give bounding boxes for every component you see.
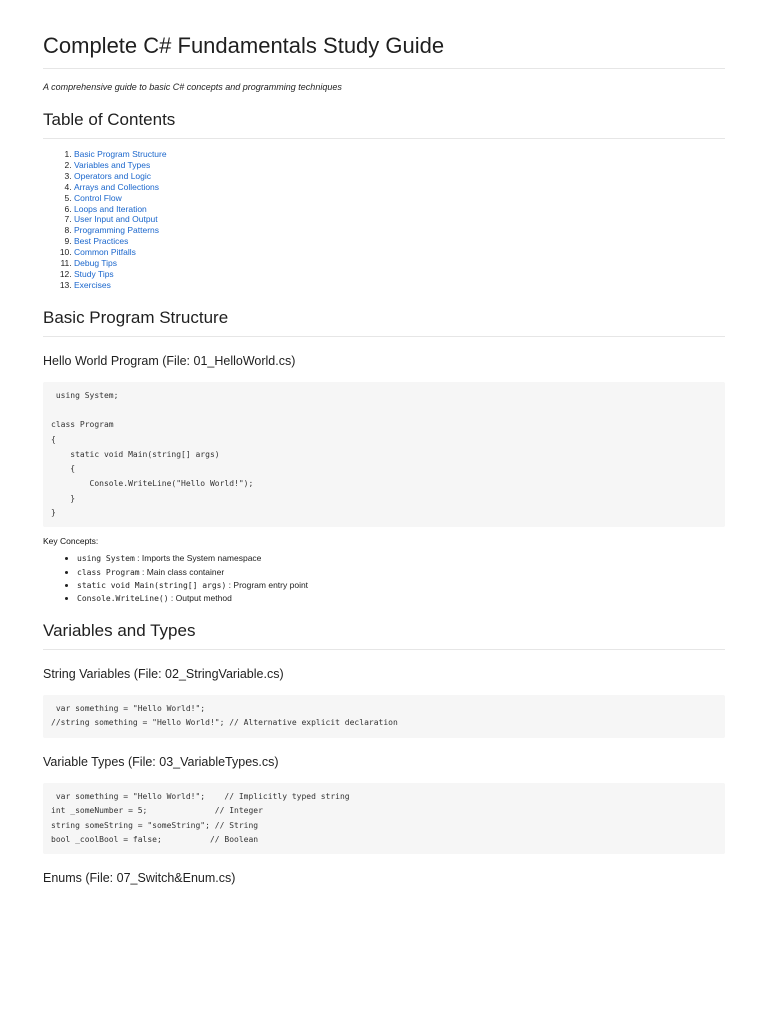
toc-item [74,204,725,215]
concept-code: Console.WriteLine() [77,594,169,604]
toc-link-basic-program-structure[interactable]: Basic Program Structure [74,149,167,159]
toc-item [74,160,725,171]
toc-item [74,214,725,225]
section-heading-basic-program-structure: Basic Program Structure [43,307,725,337]
key-concept-item [77,592,725,605]
key-concept-item [77,552,725,565]
code-block-string-variables: var something = "Hello World!"; //string something = "Hello World!"; // Alternative explicit declaration [43,695,725,738]
toc-link-exercises[interactable]: Exercises [74,279,111,290]
page-title: Complete C# Fundamentals Study Guide [43,0,725,69]
toc-item [74,269,725,280]
toc-item [74,225,725,236]
key-concepts-list [43,552,725,606]
concept-text: : Output method [168,593,232,604]
concept-text: : Program entry point [226,579,309,590]
subsection-heading-hello-world: Hello World Program (File: 01_HelloWorld.cs) [43,353,296,368]
toc-link-common-pitfalls[interactable]: Common Pitfalls [74,247,136,258]
toc-heading: Table of Contents [43,109,725,139]
toc-item [74,149,725,160]
code-block-hello-world: using System; class Program { static void Main(string[] args) { Console.WriteLine("Hello World!"); } } [43,382,725,527]
toc-item [74,247,725,258]
toc-link-control-flow[interactable]: Control Flow [74,192,122,203]
page-subtitle: A comprehensive guide to basic C# concepts and programming techniques [43,82,342,92]
toc-item [74,258,725,269]
concept-code: class Program [77,567,140,577]
concept-code: using System [77,554,135,564]
concept-text: : Main class container [139,566,225,577]
toc-link-user-input-and-output[interactable]: User Input and Output [74,214,158,225]
toc-item [74,182,725,193]
toc-item [74,236,725,247]
toc-item [74,280,725,291]
toc-link-best-practices[interactable]: Best Practices [74,236,129,247]
toc-link-debug-tips[interactable]: Debug Tips [74,258,117,269]
code-block-variable-types: var something = "Hello World!"; // Implicitly typed string int _someNumber = 5; // Integer string someString = "someString"; // String bool _coolBool = false; // Boolean [43,783,725,855]
concept-text: : Imports the System namespace [134,553,262,564]
toc-item [74,193,725,204]
toc-link-variables-and-types[interactable]: Variables and Types [74,159,151,170]
toc-item [74,171,725,182]
key-concepts-label: Key Concepts: [43,536,99,547]
subsection-heading-enums: Enums (File: 07_Switch&Enum.cs) [43,871,236,886]
key-concepts-label-text: Key Concepts [43,536,96,547]
section-heading-variables-and-types: Variables and Types [43,620,725,650]
key-concept-item [77,566,725,579]
toc-link-arrays-and-collections[interactable]: Arrays and Collections [74,181,160,192]
concept-code: static void Main(string[] args) [77,580,227,590]
subsection-heading-string-variables: String Variables (File: 02_StringVariable.cs) [43,666,284,681]
toc-link-study-tips[interactable]: Study Tips [74,268,114,279]
toc-list [43,149,725,291]
toc-link-loops-and-iteration[interactable]: Loops and Iteration [74,203,147,214]
toc-link-programming-patterns[interactable]: Programming Patterns [74,225,160,236]
key-concept-item [77,579,725,592]
toc-link-operators-and-logic[interactable]: Operators and Logic [74,170,152,181]
subsection-heading-variable-types: Variable Types (File: 03_VariableTypes.cs) [43,754,279,769]
